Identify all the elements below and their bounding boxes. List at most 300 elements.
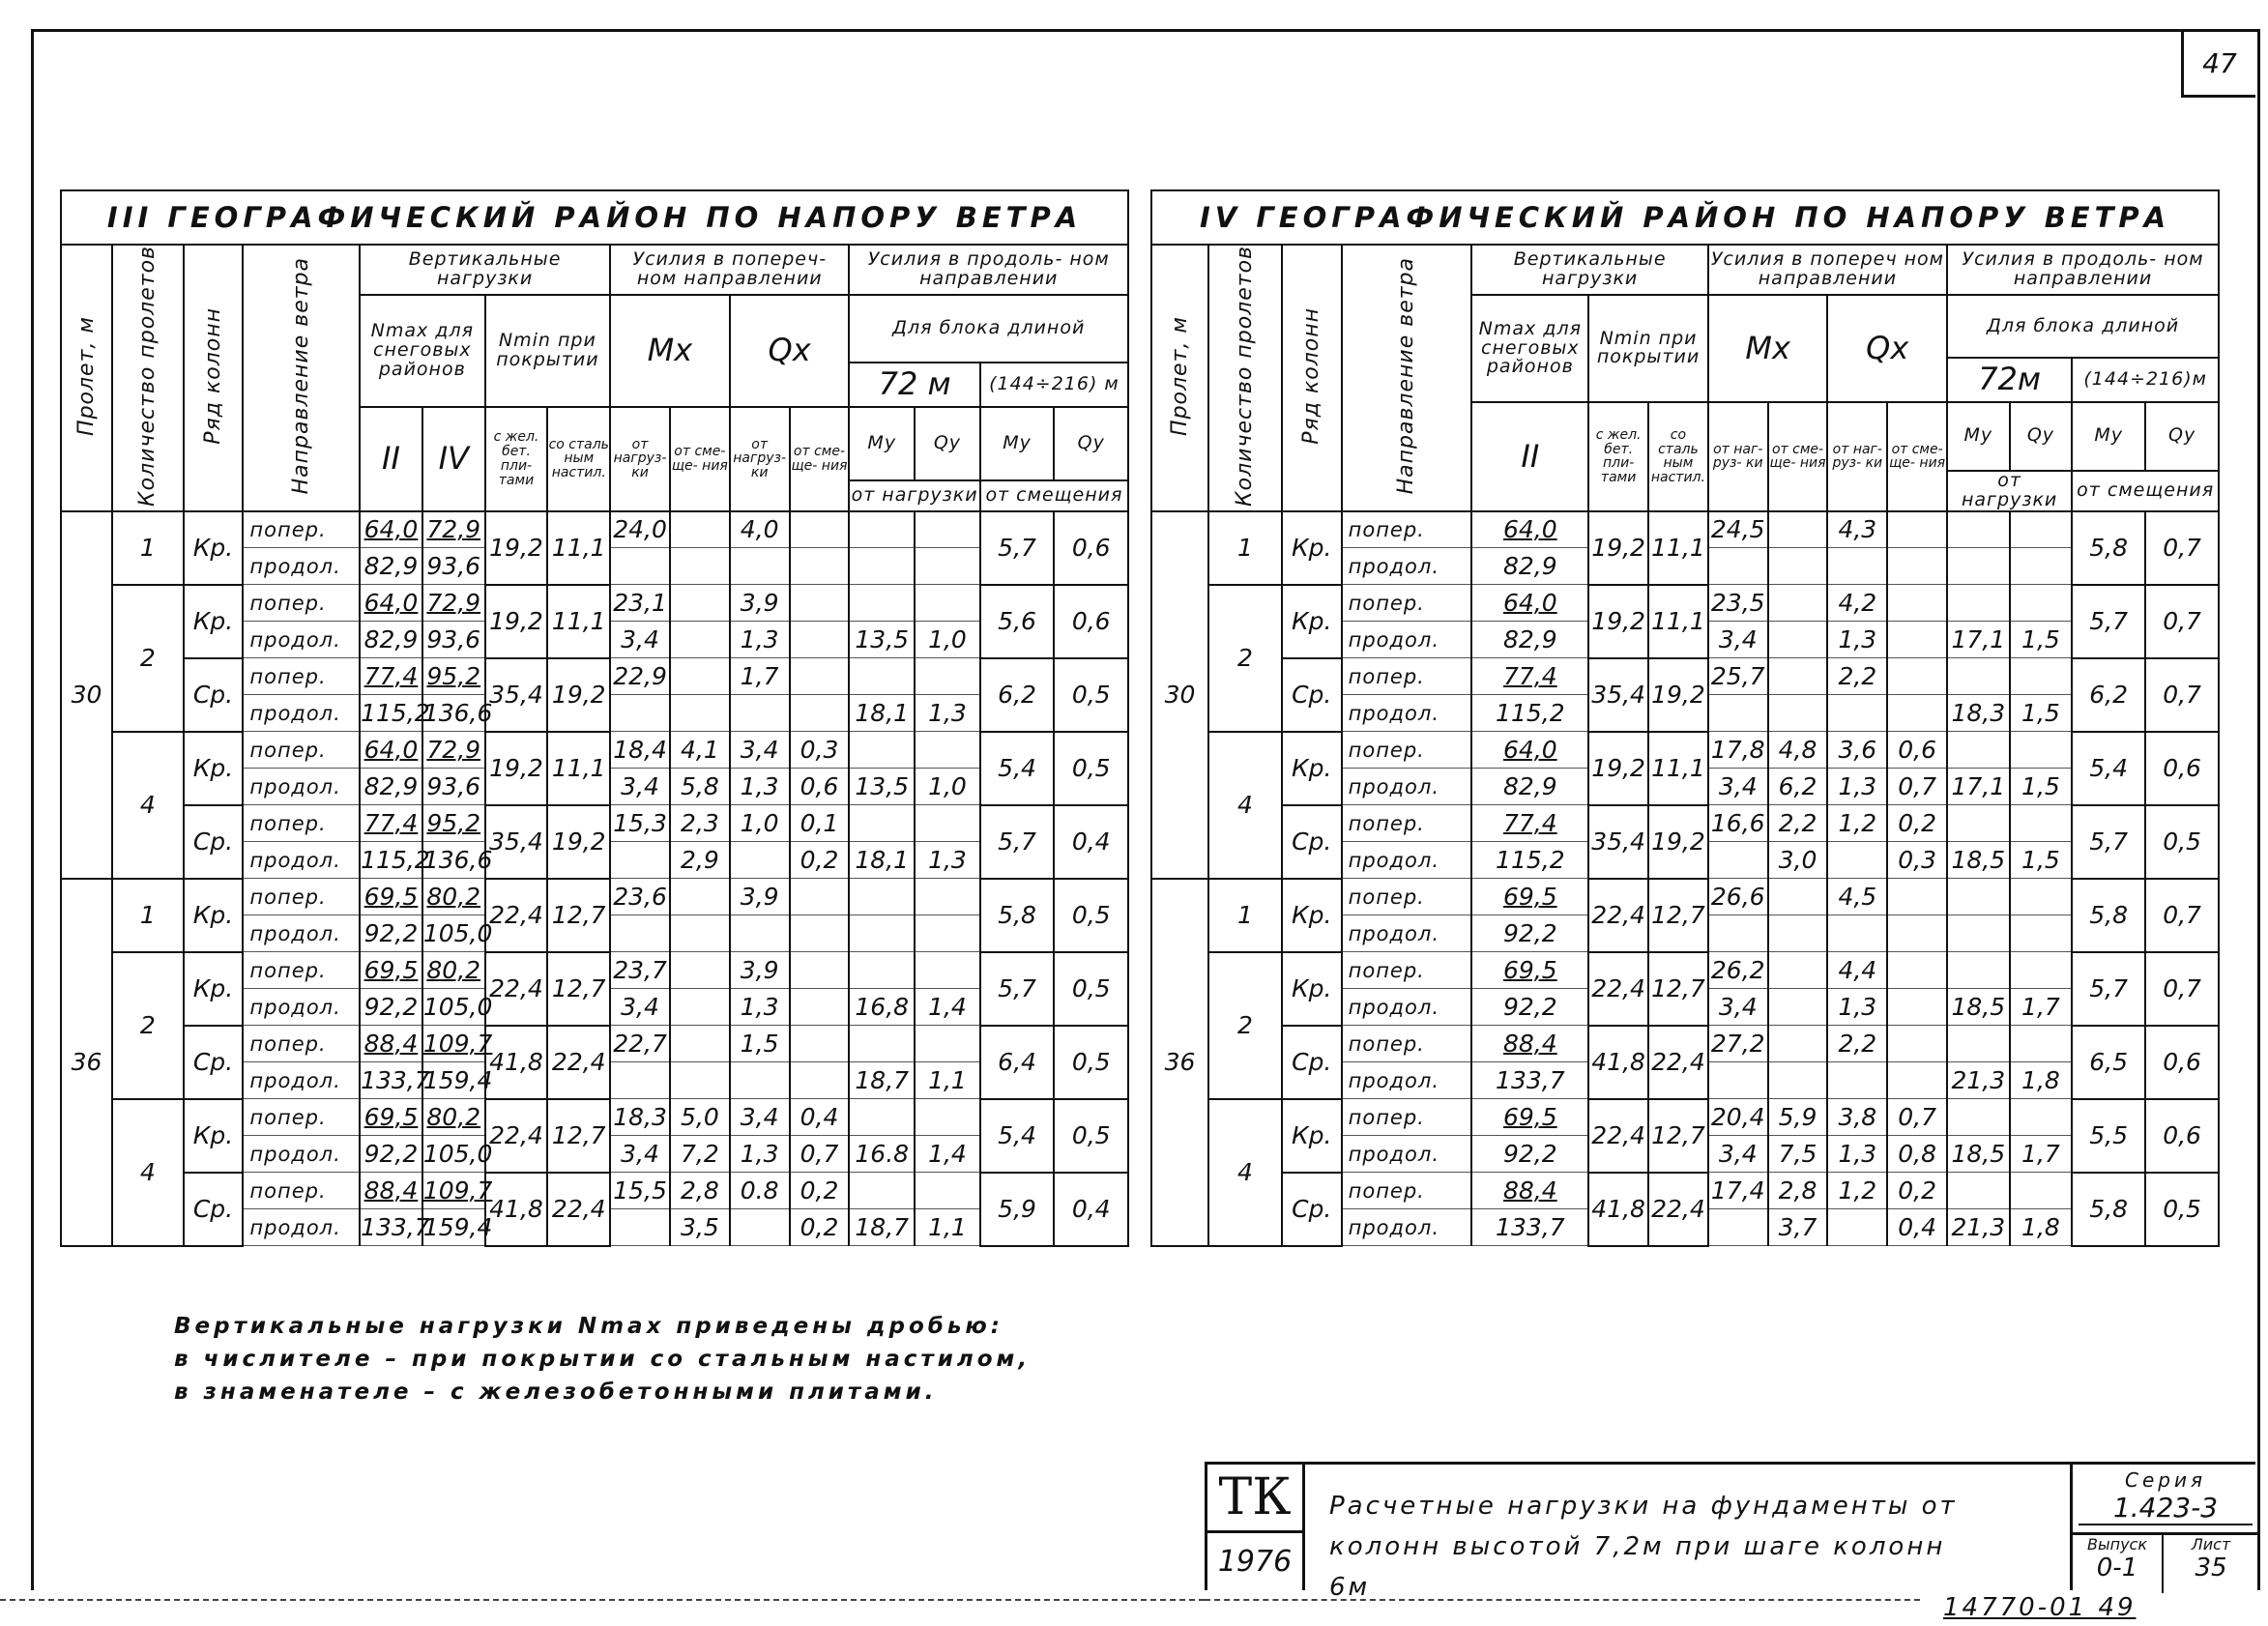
qx-from-shift [1887,1026,1947,1062]
mx-from-shift [670,585,730,622]
my-from-shift: 6,4 [980,1026,1055,1099]
span-count-cell: 2 [1208,585,1282,732]
wind-direction-cell: продол. [243,1062,360,1099]
header-span [1151,245,1208,511]
qx-from-load: 2,2 [1827,1026,1887,1062]
mx-from-load: 3,4 [610,1136,670,1173]
my-from-load: 21,3 [1947,1062,2010,1099]
qy-from-shift: 0,6 [2145,732,2219,805]
mx-from-load: 16,6 [1708,805,1768,842]
mx-from-load: 23,7 [610,952,670,989]
qx-from-load: 4,0 [730,511,790,548]
column-row-cell: Ср. [184,1026,244,1099]
table-row [61,585,1128,622]
mx-from-load: 26,2 [1708,952,1768,989]
mx-from-load [1708,842,1768,879]
qy-from-load [2010,548,2073,585]
wind-direction-cell: продол. [1342,548,1472,585]
qy-from-load: 1,3 [915,695,980,732]
table-row [1151,879,2219,915]
wind-direction-cell: попер. [243,1173,360,1209]
qy-from-load: 1,5 [2010,769,2073,805]
mx-from-shift [670,952,730,989]
nmin-rc-slab-value: 41,8 [1588,1026,1648,1099]
my-from-shift: 5,9 [980,1173,1055,1246]
mx-from-load: 27,2 [1708,1026,1768,1062]
my-from-shift: 6,2 [980,658,1055,732]
qx-from-shift: 0,2 [790,842,850,879]
table-row [61,805,1128,842]
my-from-load [849,511,915,548]
nmax-value: 92,2 [1471,989,1588,1026]
header-snow-region-2: II [360,407,422,511]
nmax-value: 88,4 [360,1026,422,1062]
nmax-value: 77,4 [360,805,422,842]
nmax-value: 64,0 [360,585,422,622]
qx-from-load: 1,3 [730,769,790,805]
qx-from-shift [1887,695,1947,732]
header-qx: Qx [1827,295,1947,402]
qy-from-load [915,915,980,952]
qx-from-shift: 0,3 [1887,842,1947,879]
nmin-rc-slab-value: 41,8 [1588,1173,1648,1246]
span-count-cell: 2 [1208,952,1282,1099]
qy-from-shift: 0,6 [1054,511,1128,585]
qx-from-shift: 0,7 [1887,1099,1947,1136]
wind-direction-cell: продол. [1342,695,1472,732]
mx-from-load: 24,5 [1708,511,1768,548]
table-title: III ГЕОГРАФИЧЕСКИЙ РАЙОН ПО НАПОРУ ВЕТРА [61,190,1128,245]
mx-from-load [1708,915,1768,952]
mx-from-load: 20,4 [1708,1099,1768,1136]
mx-from-load: 17,8 [1708,732,1768,769]
nmin-steel-deck-value: 12,7 [1648,1099,1708,1173]
qx-from-shift [790,658,850,695]
qx-from-shift [1887,658,1947,695]
nmax-value: 115,2 [1471,842,1588,879]
header-from-shift: от смещения [2072,471,2219,511]
qx-from-shift [790,952,850,989]
my-from-load [849,952,915,989]
my-from-shift: 5,8 [2072,1173,2145,1246]
span-count-cell: 4 [112,1099,184,1246]
qx-from-load: 1,3 [730,989,790,1026]
span-count-cell: 1 [1208,879,1282,952]
nmax-value: 72,9 [422,732,485,769]
nmax-value: 92,2 [1471,915,1588,952]
qx-from-load: 3,9 [730,952,790,989]
my-from-load [849,548,915,585]
nmin-steel-deck-value: 12,7 [547,952,610,1026]
wind-direction-cell: попер. [1342,658,1472,695]
mx-from-shift [670,695,730,732]
series-block [2070,1465,2258,1590]
nmin-rc-slab-value: 22,4 [1588,879,1648,952]
header-mx-from-load: от наг- руз- ки [1708,402,1768,511]
my-from-load [849,915,915,952]
header-length-72: 72 м [849,363,979,407]
table-row [61,732,1128,769]
qx-from-load: 4,5 [1827,879,1887,915]
my-from-load: 18,1 [849,695,915,732]
qx-from-load: 3,4 [730,732,790,769]
header-vertical-loads: Вертикальные нагрузки [360,245,610,295]
stamp-year: 1976 [1207,1533,1305,1590]
qy-from-load [915,952,980,989]
footnote-line: Вертикальные нагрузки Nmax приведены дробью: [174,1314,1003,1339]
nmin-steel-deck-value: 11,1 [1648,511,1708,585]
nmin-steel-deck-value: 11,1 [547,732,610,805]
qy-from-load [2010,585,2073,622]
header-span [61,245,112,511]
nmax-value: 82,9 [1471,769,1588,805]
wind-direction-cell: попер. [1342,585,1472,622]
nmax-value: 69,5 [1471,879,1588,915]
nmin-rc-slab-value: 35,4 [485,805,548,879]
header-span-count-text: Количество пролетов [135,246,160,507]
column-row-cell: Ср. [184,658,244,732]
nmin-steel-deck-value: 12,7 [547,1099,610,1173]
mx-from-shift: 4,8 [1768,732,1828,769]
wind-direction-cell: попер. [1342,952,1472,989]
nmax-value: 69,5 [1471,1099,1588,1136]
nmax-value: 136,6 [422,842,485,879]
nmin-rc-slab-value: 22,4 [485,879,548,952]
nmax-value: 82,9 [1471,548,1588,585]
header-column-row-text: Ряд колонн [1299,307,1324,445]
nmin-rc-slab-value: 41,8 [485,1026,548,1099]
nmax-value: 92,2 [360,1136,422,1173]
qy-from-load [2010,732,2073,769]
wind-direction-cell: продол. [243,989,360,1026]
qx-from-shift [790,622,850,658]
header-from-load: от нагрузки [1947,471,2072,511]
column-row-cell: Кр. [184,879,244,952]
nmin-rc-slab-value: 19,2 [485,732,548,805]
qx-from-load [1827,1209,1887,1246]
my-from-shift: 5,5 [2072,1099,2145,1173]
qx-from-load: 4,4 [1827,952,1887,989]
my-from-shift: 5,8 [980,879,1055,952]
my-from-load [1947,658,2010,695]
mx-from-shift [670,989,730,1026]
mx-from-shift [1768,879,1828,915]
qy-from-load: 1,8 [2010,1209,2073,1246]
header-column-row-text: Ряд колонн [200,307,225,445]
mx-from-load: 3,4 [610,769,670,805]
span-count-cell: 1 [112,879,184,952]
my-from-shift: 5,6 [980,585,1055,658]
header-snow-region-4: IV [422,407,485,511]
my-from-load [849,805,915,842]
mx-from-shift: 2,8 [670,1173,730,1209]
qy-from-load: 1,3 [915,842,980,879]
header-rc-slabs: с жел. бет. пли- тами [485,407,548,511]
issue-label: Выпуск [2087,1535,2147,1553]
header-transverse: Усилия в попереч ном направлении [1708,245,1947,295]
mx-from-load [610,548,670,585]
sheet-value: 35 [2195,1553,2227,1582]
nmax-value: 77,4 [360,658,422,695]
qx-from-load [1827,548,1887,585]
qy-from-shift: 0,7 [2145,879,2219,952]
header-qy: Qy [1054,407,1128,480]
qx-from-shift: 0,2 [1887,1173,1947,1209]
nmin-steel-deck-value: 22,4 [547,1173,610,1246]
span-count-cell: 1 [1208,511,1282,585]
qy-from-load [915,1026,980,1062]
table-wind-region-4 [1150,189,2220,1247]
mx-from-shift: 7,2 [670,1136,730,1173]
qy-from-shift: 0,6 [2145,1026,2219,1099]
nmax-value: 133,7 [360,1062,422,1099]
nmax-value: 133,7 [1471,1062,1588,1099]
nmax-value: 92,2 [360,915,422,952]
mx-from-shift [670,511,730,548]
qy-from-shift: 0,7 [2145,658,2219,732]
mx-from-load: 3,4 [1708,1136,1768,1173]
my-from-shift: 5,8 [2072,511,2145,585]
my-from-shift: 5,7 [980,511,1055,585]
qx-from-shift [1887,511,1947,548]
nmax-value: 72,9 [422,511,485,548]
mx-from-shift: 5,0 [670,1099,730,1136]
qy-from-load [2010,879,2073,915]
column-row-cell: Кр. [1282,511,1342,585]
mx-from-shift: 4,1 [670,732,730,769]
nmin-steel-deck-value: 22,4 [1648,1173,1708,1246]
table-row [1151,952,2219,989]
qx-from-shift: 0,2 [1887,805,1947,842]
table-row [61,1026,1128,1062]
my-from-load [849,1099,915,1136]
mx-from-load [610,695,670,732]
mx-from-load [1708,1209,1768,1246]
mx-from-shift [1768,658,1828,695]
nmax-value: 93,6 [422,622,485,658]
nmax-value: 88,4 [1471,1026,1588,1062]
qy-from-load: 1,7 [2010,989,2073,1026]
qx-from-shift: 0,3 [790,732,850,769]
qx-from-load: 1,3 [1827,769,1887,805]
wind-direction-cell: продол. [243,915,360,952]
header-transverse: Усилия в попереч- ном направлении [610,245,849,295]
qy-from-load [2010,511,2073,548]
table-row [1151,805,2219,842]
qy-from-shift: 0,5 [2145,1173,2219,1246]
my-from-shift: 5,8 [2072,879,2145,952]
span-count-cell: 4 [1208,732,1282,879]
qy-from-load [915,511,980,548]
my-from-load [849,585,915,622]
header-span-text: Пролет, м [1167,315,1192,436]
header-column-row [1282,245,1342,511]
qy-from-shift: 0,5 [1054,658,1128,732]
mx-from-shift [1768,622,1828,658]
column-row-cell: Ср. [1282,1026,1342,1099]
header-wind-direction [1342,245,1472,511]
my-from-load: 17,1 [1947,622,2010,658]
nmax-value: 64,0 [360,511,422,548]
header-rc-slabs: с жел. бет. пли- тами [1588,402,1648,511]
qy-from-load: 1,1 [915,1209,980,1246]
wind-direction-cell: попер. [1342,1173,1472,1209]
qx-from-shift [790,1062,850,1099]
wind-direction-cell: продол. [243,622,360,658]
mx-from-load: 24,0 [610,511,670,548]
my-from-load: 18,5 [1947,1136,2010,1173]
header-nmin: Nmin при покрытии [485,295,611,407]
my-from-load [1947,805,2010,842]
nmax-value: 69,5 [1471,952,1588,989]
nmax-value: 80,2 [422,1099,485,1136]
qx-from-load [730,915,790,952]
qy-from-shift: 0,4 [1054,1173,1128,1246]
nmax-value: 64,0 [1471,732,1588,769]
qy-from-shift: 0,5 [1054,732,1128,805]
nmax-value: 72,9 [422,585,485,622]
qx-from-load: 1,3 [1827,1136,1887,1173]
mx-from-load [610,915,670,952]
qy-from-shift: 0,6 [2145,1099,2219,1173]
nmin-steel-deck-value: 22,4 [547,1026,610,1099]
column-row-cell: Кр. [1282,585,1342,658]
qy-from-load [2010,915,2073,952]
series-value: 1.423-3 [2079,1492,2253,1525]
column-row-cell: Ср. [1282,805,1342,879]
nmin-steel-deck-value: 22,4 [1648,1026,1708,1099]
mx-from-load: 17,4 [1708,1173,1768,1209]
mx-from-load: 15,5 [610,1173,670,1209]
qy-from-shift: 0,6 [1054,585,1128,658]
bottom-dash-line [1205,1599,1920,1601]
qx-from-shift [790,695,850,732]
column-row-cell: Кр. [1282,1099,1342,1173]
mx-from-shift: 2,2 [1768,805,1828,842]
wind-direction-cell: попер. [243,585,360,622]
wind-direction-cell: продол. [243,1136,360,1173]
header-wind-direction [243,245,360,511]
column-row-cell: Кр. [1282,879,1342,952]
my-from-load: 18,5 [1947,989,2010,1026]
mx-from-load [1708,1062,1768,1099]
my-from-load [849,658,915,695]
nmax-value: 133,7 [1471,1209,1588,1246]
header-snow-region-2: II [1471,402,1588,511]
wind-direction-cell: попер. [1342,805,1472,842]
qx-from-shift [790,915,850,952]
mx-from-load: 3,4 [610,989,670,1026]
qx-from-load: 4,2 [1827,585,1887,622]
nmin-rc-slab-value: 19,2 [1588,732,1648,805]
table-row [1151,1099,2219,1136]
table-row [61,658,1128,695]
nmax-value: 115,2 [1471,695,1588,732]
nmax-value: 88,4 [360,1173,422,1209]
header-span-count [1208,245,1282,511]
nmin-steel-deck-value: 11,1 [547,511,610,585]
header-mx-from-shift: от сме- ще- ния [1768,402,1828,511]
qx-from-shift [1887,989,1947,1026]
qy-from-shift: 0,7 [2145,585,2219,658]
mx-from-load: 15,3 [610,805,670,842]
table-row [1151,585,2219,622]
column-row-cell: Кр. [1282,732,1342,805]
header-length-144-216: (144÷216)м [2072,358,2219,402]
mx-from-load [1708,695,1768,732]
table-row [1151,511,2219,548]
my-from-shift: 5,7 [2072,805,2145,879]
nmax-value: 69,5 [360,879,422,915]
qy-from-load: 1,5 [2010,622,2073,658]
nmin-steel-deck-value: 12,7 [1648,879,1708,952]
qy-from-load: 1,4 [915,1136,980,1173]
nmax-value: 95,2 [422,658,485,695]
wind-direction-cell: продол. [1342,989,1472,1026]
my-from-load [1947,548,2010,585]
nmax-value: 82,9 [360,622,422,658]
my-from-shift: 5,7 [980,805,1055,879]
wind-direction-cell: попер. [243,879,360,915]
header-block-length: Для блока длиной [849,295,1128,363]
wind-direction-cell: попер. [1342,1026,1472,1062]
wind-direction-cell: попер. [243,511,360,548]
qx-from-shift [790,585,850,622]
qx-from-shift: 0,1 [790,805,850,842]
header-longitudinal: Усилия в продоль- ном направлении [849,245,1128,295]
header-steel-deck: со сталь ным настил. [547,407,610,511]
wind-direction-cell: попер. [243,952,360,989]
column-row-cell: Ср. [184,1173,244,1246]
qx-from-shift: 0,6 [1887,732,1947,769]
mx-from-shift [670,622,730,658]
header-span-count-text: Количество пролетов [1233,246,1258,507]
nmin-steel-deck-value: 19,2 [1648,658,1708,732]
qx-from-shift: 0,2 [790,1209,850,1246]
nmax-value: 115,2 [360,695,422,732]
qx-from-load [730,842,790,879]
my-from-load: 18,7 [849,1062,915,1099]
mx-from-load [610,1209,670,1246]
qy-from-load: 1,1 [915,1062,980,1099]
header-qx-from-load: от нагруз- ки [730,407,790,511]
qx-from-load: 1,3 [1827,989,1887,1026]
my-from-shift: 6,5 [2072,1026,2145,1099]
wind-direction-cell: попер. [243,732,360,769]
nmax-value: 69,5 [360,1099,422,1136]
my-from-load [849,879,915,915]
nmax-value: 92,2 [360,989,422,1026]
qx-from-load [730,548,790,585]
qy-from-shift: 0,7 [2145,511,2219,585]
my-from-load [1947,879,2010,915]
wind-direction-cell: продол. [1342,1209,1472,1246]
qx-from-shift: 0,6 [790,769,850,805]
mx-from-load: 26,6 [1708,879,1768,915]
header-steel-deck: со сталь ным настил. [1648,402,1708,511]
qy-from-load [915,1099,980,1136]
mx-from-shift [1768,1062,1828,1099]
qx-from-load: 3,4 [730,1099,790,1136]
nmax-value: 95,2 [422,805,485,842]
qy-from-load [915,548,980,585]
header-my: My [2072,402,2145,471]
nmax-value: 105,0 [422,915,485,952]
qy-from-shift: 0,5 [1054,1026,1128,1099]
span-count-cell: 2 [112,952,184,1099]
mx-from-shift [670,915,730,952]
span-count-cell: 4 [1208,1099,1282,1246]
